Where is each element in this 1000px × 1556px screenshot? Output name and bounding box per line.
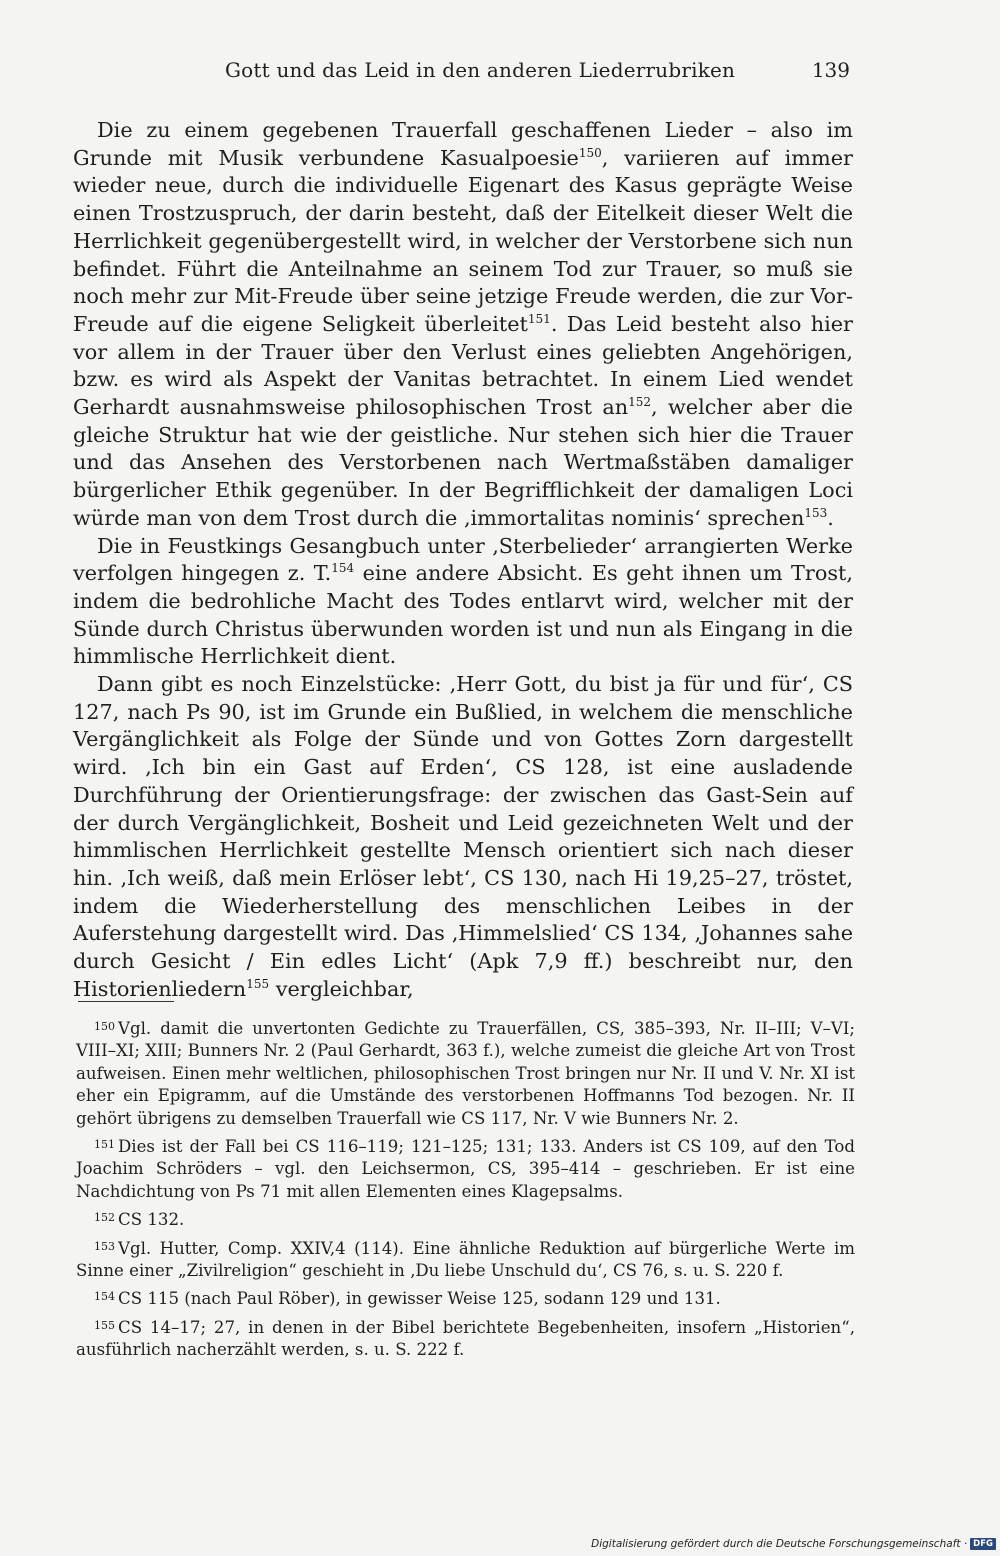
credit-text: Digitalisierung gefördert durch die Deutsche Forschungsgemeinschaft · — [591, 1538, 968, 1550]
footnote-reference: 150 — [578, 145, 602, 160]
main-text — [73, 117, 853, 1004]
body-paragraph — [73, 671, 853, 1003]
text-run: Die in Feustkings Gesangbuch unter ‚Sterbelieder‘ arrangierten Werke verfolgen hingegen z. T. — [73, 533, 853, 586]
footnote-text: Dies ist der Fall bei CS 116–119; 121–125; 131; 133. Anders ist CS 109, auf den Tod Joachim Schröders – vgl. den Leichsermon, CS, 395–414 – geschrieben. Er ist eine Nachdichtung von Ps 71 mit allen Elementen eines Klagepsalms. — [76, 1137, 855, 1201]
footnote-reference: 153 — [804, 505, 828, 520]
footnote-text: CS 14–17; 27, in denen in der Bibel berichtete Begebenheiten, insofern „Historien“, ausführlich nacherzählt werden, s. u. S. 222 f. — [76, 1317, 855, 1360]
text-run: , welcher aber die gleiche Struktur hat wie der geistliche. Nur stehen sich hier die Trauer und das Ansehen des Verstorbenen nach Wertmaßstäben damaliger bürgerlicher Ethik gegenüber. In der Begrifflichkeit der damaligen Loci würde man von dem Trost durch die ‚immortalitas nominis‘ sprechen — [73, 395, 853, 530]
footnote-number: 150 — [94, 1020, 115, 1033]
footnote-number: 151 — [94, 1138, 115, 1152]
digitization-credit — [591, 1538, 996, 1550]
footnote-number: 154 — [94, 1290, 115, 1304]
text-run: eine andere Absicht. Es geht ihnen um Trost, indem die bedrohliche Macht des Todes entlarvt wird, welcher mit der Sünde durch Christus überwunden worden ist und nun als Eingang in die himmlische Herrlichkeit dient. — [73, 561, 853, 669]
dfg-logo: DFG — [970, 1538, 996, 1550]
text-run: , variieren auf immer wieder neue, durch die individuelle Eigenart des Kasus geprägte Weise einen Trostzuspruch, der darin besteht, daß der Eitelkeit dieser Welt die Herrlichkeit gegenübergestellt wird, in welcher der Verstorbene sich nun befindet. Führt die Anteilnahme an seinem Tod zur Trauer, so muß sie noch mehr zur Mit-Freude über seine jetzige Freude werden, die zur Vor-Freude auf die eigene Seligkeit überleitet — [73, 145, 853, 336]
footnote — [76, 1016, 855, 1130]
footnote-reference: 152 — [628, 395, 652, 410]
footnote-text: Vgl. damit die unvertonten Gedichte zu Trauerfällen, CS, 385–393, Nr. II–III; V–VI; VIII–XI; XIII; Bunners Nr. 2 (Paul Gerhardt, 363 f.), welche zumeist die gleiche Art von Trost aufweisen. Einen mehr weltlichen, philosophischen Trost bringen nur Nr. II und V. Nr. XI ist eher ein Epigramm, auf die Umstände des verstorbenen Hoffmanns Tod bezogen. Nr. II gehört übrigens zu demselben Trauerfall wie CS 117, Nr. V wie Bunners Nr. 2. — [76, 1019, 855, 1128]
footnote-text: CS 115 (nach Paul Röber), in gewisser Weise 125, sodann 129 und 131. — [118, 1289, 721, 1309]
body-paragraph — [73, 117, 853, 533]
footnote-number: 153 — [94, 1239, 115, 1253]
footnote-number: 155 — [94, 1318, 115, 1332]
footnote-text: Vgl. Hutter, Comp. XXIV,4 (114). Eine ähnliche Reduktion auf bürgerliche Werte im Sinne einer „Zivilreligion“ geschieht in ‚Du liebe Unschuld du‘, CS 76, s. u. S. 220 f. — [76, 1238, 855, 1281]
footnote-reference: 151 — [527, 311, 551, 326]
text-run: Dann gibt es noch Einzelstücke: ‚Herr Gott, du bist ja für und für‘, CS 127, nach Ps 90, ist im Grunde ein Bußlied, in welchem die menschliche Vergänglichkeit als Folge der Sünde und von Gottes Zorn dargestellt wird. ‚Ich bin ein Gast auf Erden‘, CS 128, ist eine ausladende Durchführung der Orientierungsfrage: der zwischen das Gast-Sein auf der durch Vergänglichkeit, Bosheit und Leid gezeichneten Welt und der himmlischen Herrlichkeit gestellte Mensch orientiert sich nach dieser hin. ‚Ich weiß, daß mein Erlöser lebt‘, CS 130, nach Hi 19,25–27, tröstet, indem die Wiederherstellung des menschlichen Leibes in der Auferstehung dargestellt wird. Das ‚Himmelslied‘ CS 134, ‚Johannes sahe durch Gesicht / Ein edles Licht‘ (Apk 7,9 ff.) beschreibt nur, den Historienliedern — [73, 672, 853, 1001]
text-run: . Das Leid besteht also hier vor allem in der Trauer über den Verlust eines geliebten Angehörigen, bzw. es wird als Aspekt der Vanitas betrachtet. In einem Lied wendet Gerhardt ausnahmsweise philosophischen Trost an — [73, 311, 853, 420]
footnotes — [76, 1016, 855, 1366]
body-paragraph — [73, 533, 853, 672]
text-run: Die zu einem gegebenen Trauerfall geschaffenen Lieder – also im Grunde mit Musik verbundene Kasualpoesie — [73, 118, 853, 170]
footnote-text: CS 132. — [118, 1210, 185, 1230]
footnote — [76, 1207, 855, 1231]
footnote — [76, 1315, 855, 1362]
footnote — [76, 1134, 855, 1203]
running-title: Gott und das Leid in den anderen Liederrubriken — [225, 58, 736, 82]
footnote-number: 152 — [94, 1211, 115, 1225]
footnote-separator — [78, 1001, 174, 1002]
footnote-reference: 155 — [246, 976, 270, 991]
footnote — [76, 1286, 855, 1310]
page-number: 139 — [811, 58, 850, 82]
footnote-reference: 154 — [331, 561, 355, 576]
text-run: vergleichbar, — [269, 976, 414, 1001]
text-run: . — [827, 505, 834, 530]
footnote — [76, 1236, 855, 1283]
